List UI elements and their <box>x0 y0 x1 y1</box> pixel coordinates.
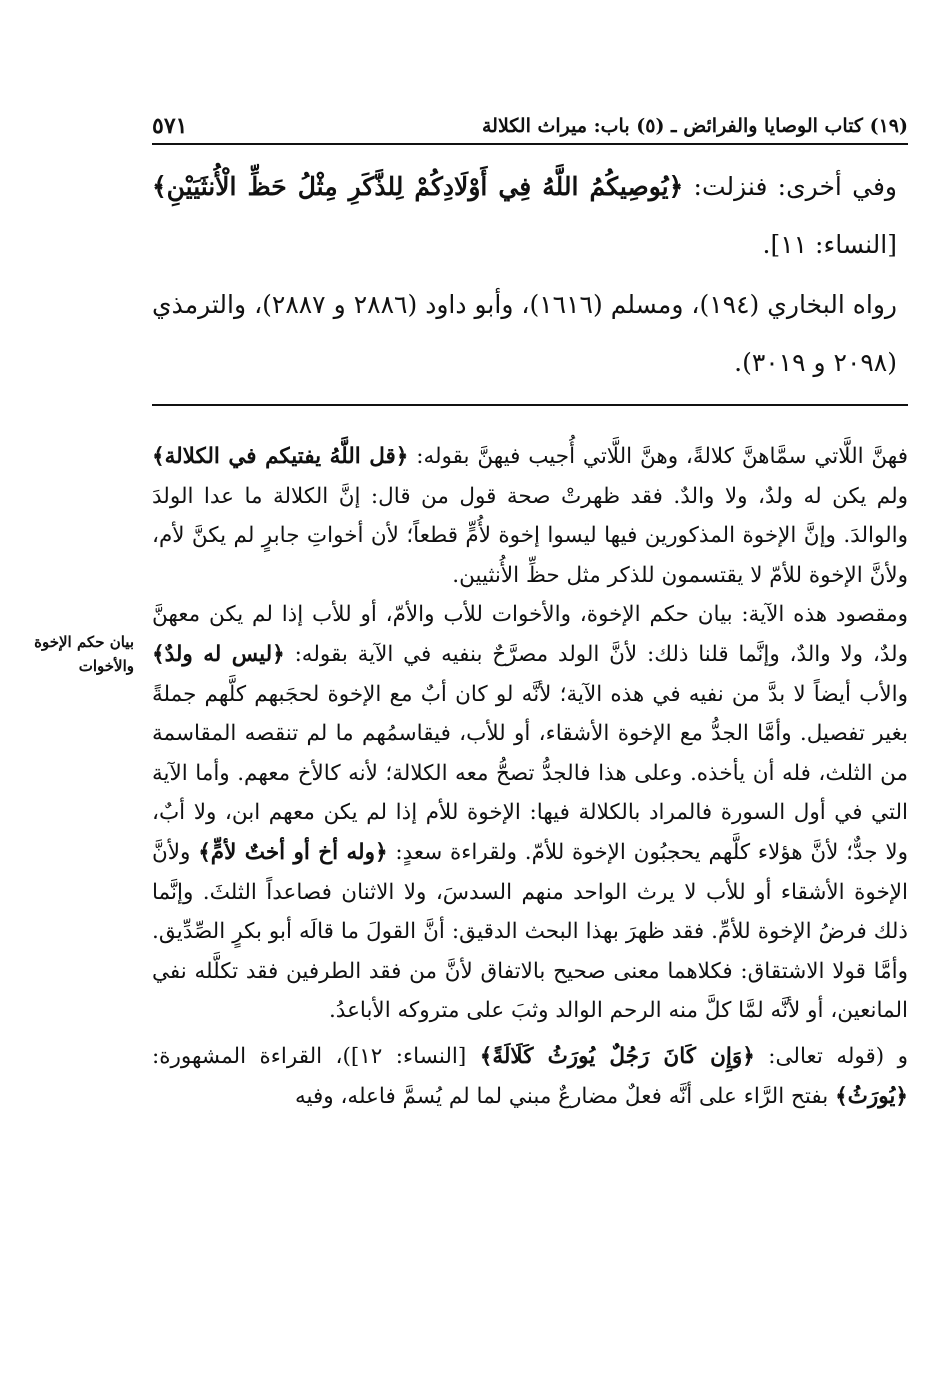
running-header <box>152 112 908 140</box>
footnote-divider <box>152 404 908 406</box>
quran-verse-saad-reading: ﴿وله أخ أو أختٌ لأمٍّ﴾ <box>198 839 388 865</box>
hadith-paragraph-2: رواه البخاري (١٩٤)، ومسلم (١٦١٦)، وأبو داود (٢٨٨٦ و ٢٨٨٧)، والترمذي (٢٠٩٨ و ٣٠١٩). <box>152 290 898 377</box>
commentary-text-run: [النساء: ١٢])، القراءة المشهورة: <box>152 1043 480 1069</box>
margin-note: بيان حكم الإخوة والأخوات <box>34 633 134 675</box>
hadith-paragraph-1 <box>152 158 897 274</box>
commentary-text <box>152 437 908 1116</box>
hadith-intro: وفي أخرى: فنزلت: <box>683 172 898 201</box>
quran-word-yurath: ﴿يُورَثُ﴾ <box>835 1083 908 1109</box>
commentary-text-run: بفتح الرَّاء على أنَّه فعلٌ مضارعٌ مبني لما لم يُسمَّ فاعله، وفيه <box>294 1083 836 1109</box>
commentary-text-run: فهنَّ اللَّاتي سمَّاهنَّ كلالةً، وهنَّ اللَّاتي أُجيب فيهنَّ بقوله: <box>408 444 908 469</box>
quran-verse-laysa-lahu-walad: ﴿ليس له ولدٌ﴾ <box>152 641 285 667</box>
quran-verse-nisa-11: ﴿يُوصِيكُمُ اللَّهُ فِي أَوْلَادِكُمْ لِلذَّكَرِ مِثْلُ حَظِّ الْأُنثَيَيْنِ﴾ <box>152 172 684 201</box>
commentary-text-run: ومقصود هذه الآية: بيان حكم الإخوة، والأخوات للأب والأمّ، أو للأب إذا لم يكن معهنَّ ولدٌ، ولا والدٌ، وإنَّما قلنا ذلك: لأنَّ الولد مصرَّحٌ بنفيه في الآية بقوله: <box>152 602 908 667</box>
commentary-text-run: ولأنَّ الإخوة الأشقاء أو للأب لا يرث الواحد منهم السدسَ، ولا الاثنان فصاعداً الثلثَ. وإنَّما ذلك فرضُ الإخوة للأمِّ. فقد ظهرَ بهذا البحث الدقيق: أنَّ القولَ ما قالَه أبو بكرٍ الصِّدِّيق. وأمَّا قولا الاشتقاق: فكلاهما معنى صحيح بالاتفاق لأنَّ من فقد الطرفين فقد تكلَّله نفي المانعين، أو لأنَّه لمَّا كلَّ منه الرحم الوالد وثبَ على متروكه الأباعدُ. <box>152 839 908 1024</box>
commentary-paragraph-3 <box>152 1037 908 1116</box>
header-rule <box>152 143 908 145</box>
quran-verse-nisa-12: ﴿وَإِن كَانَ رَجُلٌ يُورَثُ كَلَالَةً﴾ <box>479 1043 755 1069</box>
commentary-text-run: والأب أيضاً لا بدَّ من نفيه في هذه الآية؛ لأنَّه لو كان أبٌ مع الإخوة لحجَبهم كلَّهم جملةً بغير تفصيل. وأمَّا الجدُّ مع الإخوة الأشقاء، أو للأب، فيقاسمُهم ما لم تنقصه المقاسمة من الثلث، فله أن يأخذه. وعلى هذا فالجدُّ تصحُّ معه الكلالة؛ لأنه كالأخ معهم. وأما الآية التي في أول السورة فالمراد بالكلالة فيها: الإخوة للأم إذا لم يكن معهم ابن، ولا أبٌ، ولا جدٌّ؛ لأنَّ هؤلاء كلَّهم يحجبُون الإخوة للأمّ. ولقراءة سعدٍ: <box>152 681 908 865</box>
page-number: ٥٧١ <box>152 113 188 139</box>
verse-reference: [النساء: ١١]. <box>762 230 897 259</box>
running-title: (١٩) كتاب الوصايا والفرائض ـ (٥) باب: ميراث الكلالة <box>481 115 908 137</box>
commentary-text-run: و (قوله تعالى: <box>754 1043 909 1069</box>
quran-verse-kalala: ﴿قل اللَّهُ يفتيكم في الكلالة﴾ <box>152 444 409 469</box>
hadith-text <box>152 158 897 392</box>
commentary-paragraph-1 <box>152 437 908 595</box>
commentary-text-run: ولم يكن له ولدٌ، ولا والدٌ. فقد ظهرتْ صحة قول من قال: إنَّ الكلالة ما عدا الولدَ والوالدَ. وإنَّ الإخوة المذكورين فيها ليسوا إخوة لأُمٍّ قطعاً؛ لأن أخواتِ جابرٍ لم يكنَّ لأم، ولأنَّ الإخوة للأمّ لا يقتسمون للذكر مثل حظِّ الأُنثيين. <box>152 483 908 588</box>
commentary-paragraph-2 <box>152 595 908 1031</box>
